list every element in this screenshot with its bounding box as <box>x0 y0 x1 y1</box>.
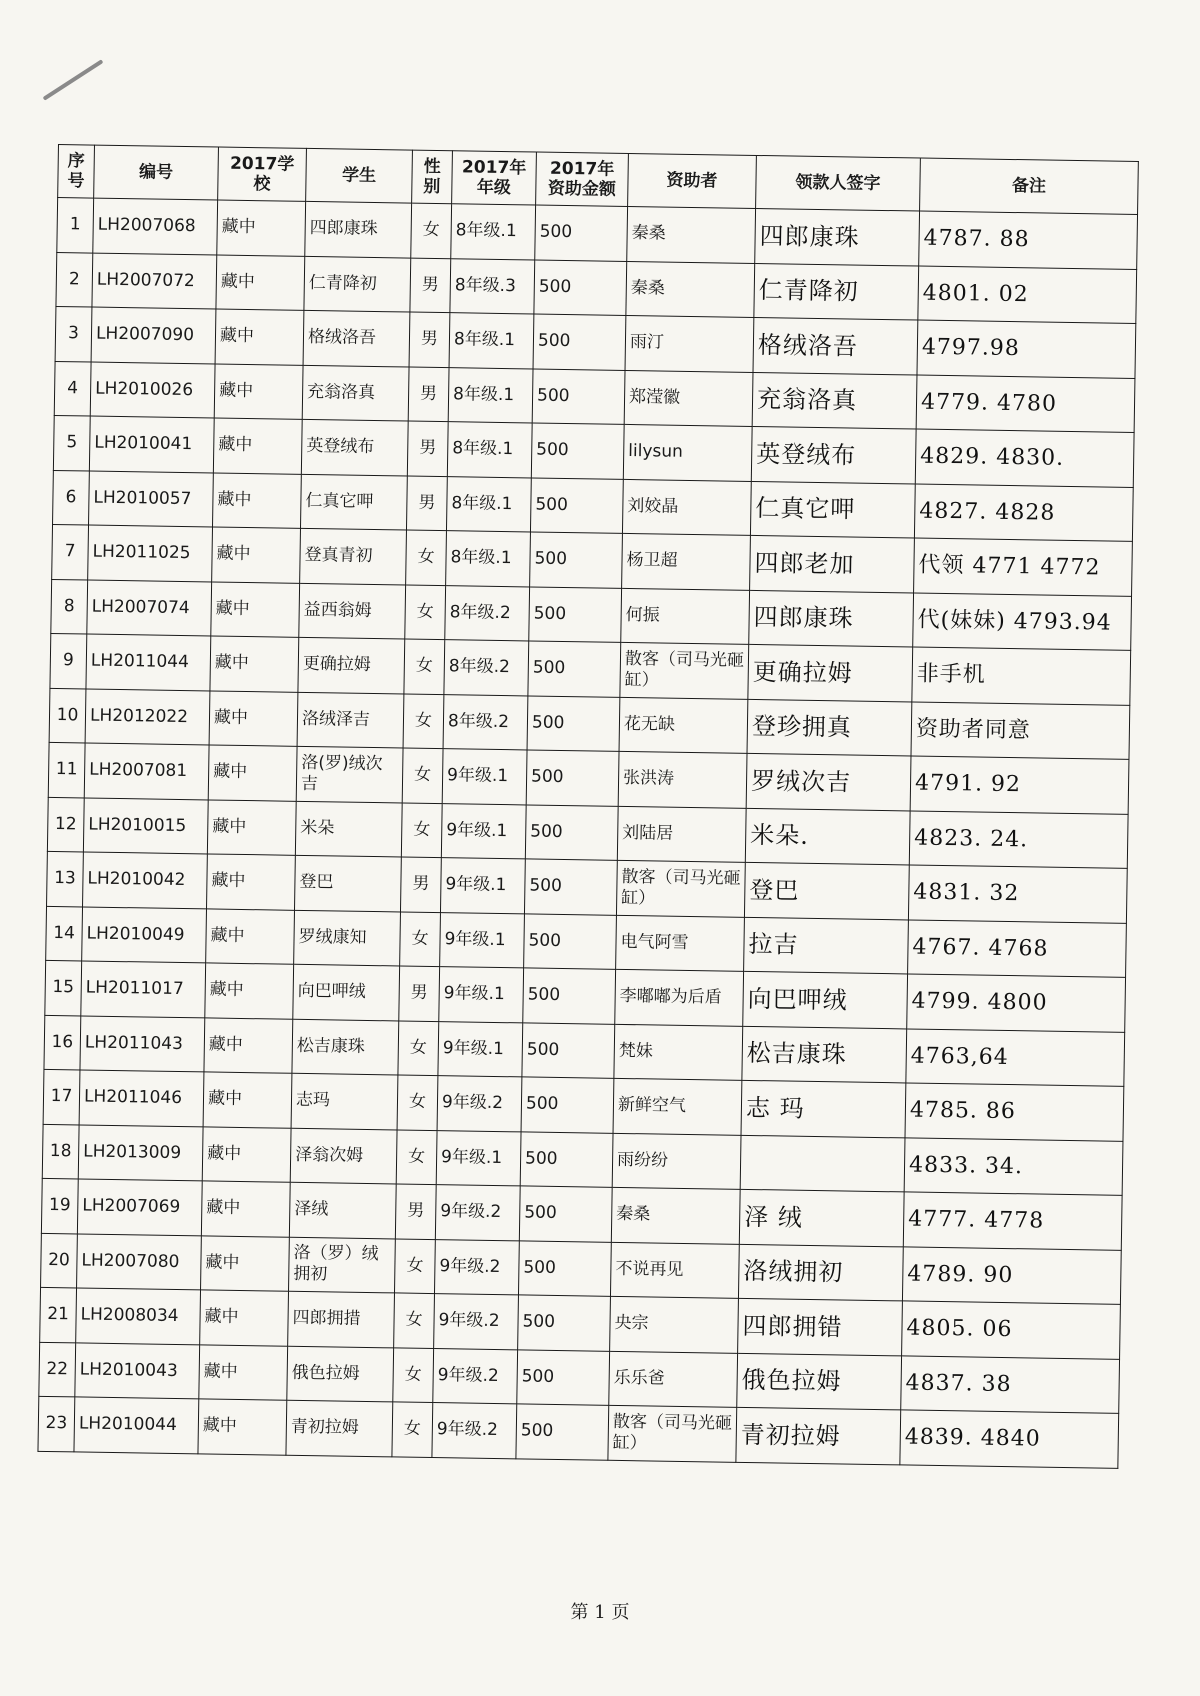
cell-grade: 9年级.1 <box>441 803 526 859</box>
cell-gender: 女 <box>400 911 441 966</box>
cell-signature: 向巴呷绒 <box>743 971 908 1028</box>
cell-amount: 500 <box>524 859 617 915</box>
cell-school: 藏中 <box>207 854 296 910</box>
cell-grade: 9年级.1 <box>440 912 525 968</box>
header-gender: 性 别 <box>412 150 453 204</box>
cell-id: LH2011044 <box>86 634 211 690</box>
cell-signature: 四郎拥错 <box>738 1298 903 1355</box>
cell-signature: 罗绒次吉 <box>746 753 911 810</box>
cell-note: 非手机 <box>912 647 1131 705</box>
cell-note: 代领 4771 4772 <box>914 538 1133 596</box>
cell-sponsor: 散客（司马光砸缸） <box>620 642 749 699</box>
cell-amount: 500 <box>522 1022 615 1078</box>
cell-sponsor: 郑滢徽 <box>624 370 753 427</box>
cell-note: 4831. 32 <box>908 865 1127 923</box>
cell-school: 藏中 <box>211 581 300 637</box>
cell-no: 14 <box>46 906 83 961</box>
cell-amount: 500 <box>516 1404 609 1460</box>
cell-id: LH2010057 <box>89 471 214 527</box>
cell-signature: 英登绒布 <box>751 426 916 483</box>
cell-note: 资助者同意 <box>911 701 1130 759</box>
cell-note: 4799. 4800 <box>907 974 1126 1032</box>
header-no: 序 号 <box>58 145 95 199</box>
cell-note: 4777. 4778 <box>903 1192 1122 1250</box>
cell-grade: 9年级.2 <box>434 1239 519 1295</box>
cell-amount: 500 <box>532 368 625 424</box>
cell-note: 4767. 4768 <box>908 919 1127 977</box>
cell-student: 洛(罗)绒次吉 <box>296 746 403 802</box>
cell-sponsor: 电气阿雪 <box>616 915 745 972</box>
document-sheet <box>37 144 1138 1468</box>
cell-student: 仁真它呷 <box>300 474 407 530</box>
cell-sponsor: 雨汀 <box>625 315 754 372</box>
cell-sponsor: 何振 <box>621 588 750 645</box>
header-student: 学生 <box>306 148 413 203</box>
cell-id: LH2013009 <box>78 1124 203 1180</box>
cell-note: 4801. 02 <box>918 266 1137 324</box>
cell-gender: 女 <box>392 1402 433 1457</box>
cell-amount: 500 <box>523 968 616 1024</box>
cell-signature: 登巴 <box>744 862 909 919</box>
cell-sponsor: 秦桑 <box>626 261 755 318</box>
cell-no: 9 <box>50 633 87 688</box>
header-sponsor: 资助者 <box>628 153 757 208</box>
cell-school: 藏中 <box>217 200 306 256</box>
cell-signature: 拉吉 <box>744 917 909 974</box>
cell-signature: 充翁洛真 <box>752 372 917 429</box>
cell-school: 藏中 <box>208 745 297 801</box>
cell-note: 4763,64 <box>906 1028 1125 1086</box>
cell-note: 4839. 4840 <box>900 1410 1119 1468</box>
cell-id: LH2012022 <box>85 689 210 745</box>
cell-grade: 8年级.1 <box>447 422 532 478</box>
cell-id: LH2010043 <box>75 1342 200 1398</box>
cell-school: 藏中 <box>202 1126 291 1182</box>
cell-gender: 男 <box>407 421 448 476</box>
cell-amount: 500 <box>518 1295 611 1351</box>
cell-amount: 500 <box>520 1131 613 1187</box>
cell-school: 藏中 <box>213 472 302 528</box>
cell-amount: 500 <box>525 804 618 860</box>
cell-sponsor: 花无缺 <box>619 697 748 754</box>
cell-id: LH2011043 <box>80 1015 205 1071</box>
cell-sponsor: 杨卫超 <box>622 533 751 590</box>
cell-sponsor: 秦桑 <box>611 1187 740 1244</box>
cell-grade: 8年级.2 <box>444 640 529 696</box>
cell-signature: 洛绒拥初 <box>738 1244 903 1301</box>
cell-student: 志玛 <box>291 1073 398 1129</box>
page-number: 第 1 页 <box>570 1602 630 1623</box>
cell-no: 6 <box>53 470 90 525</box>
cell-note: 代(妹妹) 4793.94 <box>913 592 1132 650</box>
cell-student: 格绒洛吾 <box>303 310 410 366</box>
cell-gender: 女 <box>403 694 444 749</box>
cell-school: 藏中 <box>199 1344 288 1400</box>
cell-student: 米朵 <box>295 801 402 857</box>
cell-student: 充翁洛真 <box>302 365 409 421</box>
cell-id: LH2007069 <box>77 1179 202 1235</box>
cell-no: 3 <box>55 306 92 361</box>
cell-id: LH2007081 <box>84 743 209 799</box>
cell-grade: 9年级.1 <box>436 1130 521 1186</box>
cell-signature: 四郎康珠 <box>749 590 914 647</box>
cell-gender: 男 <box>399 966 440 1021</box>
cell-id: LH2010042 <box>83 852 208 908</box>
cell-signature: 登珍拥真 <box>747 699 912 756</box>
cell-grade: 9年级.2 <box>433 1348 518 1404</box>
cell-student: 青初拉姆 <box>286 1400 393 1456</box>
cell-student: 松吉康珠 <box>292 1019 399 1075</box>
cell-no: 15 <box>45 960 82 1015</box>
cell-signature: 志 玛 <box>741 1080 906 1137</box>
cell-school: 藏中 <box>200 1290 289 1346</box>
cell-sponsor: 散客（司马光砸缸） <box>608 1405 737 1462</box>
cell-gender: 男 <box>409 312 450 367</box>
cell-no: 18 <box>42 1124 79 1179</box>
cell-signature <box>740 1135 905 1192</box>
cell-gender: 女 <box>411 203 452 258</box>
cell-gender: 女 <box>396 1129 437 1184</box>
cell-no: 20 <box>41 1233 78 1288</box>
cell-student: 洛绒泽吉 <box>297 692 404 748</box>
cell-gender: 男 <box>395 1184 436 1239</box>
cell-grade: 8年级.1 <box>449 313 534 369</box>
cell-sponsor: 乐乐爸 <box>609 1351 738 1408</box>
cell-id: LH2010049 <box>82 906 207 962</box>
cell-id: LH2007080 <box>77 1233 202 1289</box>
cell-gender: 女 <box>406 530 447 585</box>
cell-signature: 四郎老加 <box>750 535 915 592</box>
cell-grade: 9年级.2 <box>432 1403 517 1459</box>
cell-amount: 500 <box>534 260 627 316</box>
cell-id: LH2007068 <box>93 198 218 254</box>
cell-note: 4829. 4830. <box>915 429 1134 487</box>
header-note: 备注 <box>920 158 1139 214</box>
cell-gender: 女 <box>402 748 443 803</box>
cell-student: 仁青降初 <box>304 256 411 312</box>
cell-gender: 女 <box>405 585 446 640</box>
cell-sponsor: 散客（司马光砸缸） <box>616 860 745 917</box>
cell-grade: 9年级.2 <box>434 1294 519 1350</box>
cell-note: 4823. 24. <box>909 810 1128 868</box>
cell-school: 藏中 <box>215 309 304 365</box>
cell-amount: 500 <box>524 913 617 969</box>
cell-sponsor: 秦桑 <box>627 206 756 263</box>
cell-amount: 500 <box>535 205 628 261</box>
header-grade: 2017年 年级 <box>452 151 537 205</box>
cell-student: 俄色拉姆 <box>287 1346 394 1402</box>
cell-grade: 9年级.1 <box>438 1021 523 1077</box>
cell-signature: 格绒洛吾 <box>753 317 918 374</box>
cell-student: 登巴 <box>295 855 402 911</box>
cell-amount: 500 <box>530 477 623 533</box>
cell-student: 洛（罗）绒拥初 <box>289 1237 396 1293</box>
cell-sponsor: 张洪涛 <box>618 751 747 808</box>
cell-student: 四郎拥措 <box>288 1291 395 1347</box>
cell-amount: 500 <box>519 1186 612 1242</box>
cell-id: LH2007090 <box>91 307 216 363</box>
cell-sponsor: 梵妹 <box>614 1024 743 1081</box>
cell-amount: 500 <box>529 586 622 642</box>
cell-school: 藏中 <box>207 799 296 855</box>
cell-signature: 青初拉姆 <box>736 1407 901 1464</box>
cell-amount: 500 <box>517 1349 610 1405</box>
cell-signature: 仁真它呷 <box>750 481 915 538</box>
cell-grade: 8年级.2 <box>443 694 528 750</box>
cell-no: 10 <box>49 688 86 743</box>
cell-student: 登真青初 <box>300 528 407 584</box>
cell-no: 16 <box>44 1015 81 1070</box>
cell-no: 8 <box>51 579 88 634</box>
header-school: 2017学校 <box>218 147 307 201</box>
table-body <box>38 198 1138 1468</box>
cell-note: 4837. 38 <box>901 1355 1120 1413</box>
cell-school: 藏中 <box>203 1072 292 1128</box>
cell-id: LH2011046 <box>79 1070 204 1126</box>
cell-amount: 500 <box>526 750 619 806</box>
cell-gender: 男 <box>410 258 451 313</box>
cell-note: 4827. 4828 <box>914 484 1133 542</box>
cell-student: 泽绒 <box>289 1182 396 1238</box>
cell-no: 11 <box>48 742 85 797</box>
cell-gender: 女 <box>394 1293 435 1348</box>
cell-school: 藏中 <box>201 1235 290 1291</box>
cell-no: 7 <box>52 524 89 579</box>
cell-id: LH2010041 <box>89 416 214 472</box>
cell-id: LH2011025 <box>88 525 213 581</box>
cell-gender: 女 <box>393 1347 434 1402</box>
cell-student: 罗绒康知 <box>294 910 401 966</box>
cell-no: 19 <box>41 1178 78 1233</box>
cell-gender: 男 <box>406 476 447 531</box>
cell-no: 5 <box>53 415 90 470</box>
cell-note: 4805. 06 <box>902 1301 1121 1359</box>
cell-note: 4787. 88 <box>919 211 1138 269</box>
cell-amount: 500 <box>533 314 626 370</box>
cell-student: 更确拉姆 <box>298 637 405 693</box>
cell-no: 13 <box>47 851 84 906</box>
staple-mark <box>43 59 104 100</box>
cell-sponsor: 刘陆居 <box>617 806 746 863</box>
cell-student: 四郎康珠 <box>305 201 412 257</box>
cell-school: 藏中 <box>204 1017 293 1073</box>
cell-sponsor: 李嘟嘟为后盾 <box>615 969 744 1026</box>
cell-gender: 男 <box>400 857 441 912</box>
cell-grade: 8年级.1 <box>451 204 536 260</box>
cell-signature: 仁青降初 <box>754 263 919 320</box>
cell-note: 4797.98 <box>917 320 1136 378</box>
cell-amount: 500 <box>521 1077 614 1133</box>
cell-signature: 松吉康珠 <box>742 1026 907 1083</box>
cell-amount: 500 <box>530 532 623 588</box>
cell-sponsor: 央宗 <box>610 1296 739 1353</box>
cell-no: 23 <box>38 1396 75 1451</box>
cell-grade: 8年级.3 <box>450 258 535 314</box>
cell-grade: 9年级.2 <box>435 1185 520 1241</box>
cell-sponsor: lilysun <box>623 424 752 481</box>
cell-school: 藏中 <box>201 1181 290 1237</box>
cell-school: 藏中 <box>206 908 295 964</box>
cell-signature: 泽 绒 <box>739 1189 904 1246</box>
cell-grade: 9年级.2 <box>437 1076 522 1132</box>
cell-amount: 500 <box>531 423 624 479</box>
cell-no: 1 <box>57 198 94 253</box>
cell-signature: 米朵. <box>745 808 910 865</box>
cell-student: 英登绒布 <box>301 419 408 475</box>
header-amount: 2017年 资助金额 <box>536 152 629 206</box>
cell-id: LH2010015 <box>83 797 208 853</box>
cell-student: 向巴呷绒 <box>293 964 400 1020</box>
sponsorship-table <box>37 144 1138 1468</box>
cell-note: 4833. 34. <box>904 1137 1123 1195</box>
cell-no: 4 <box>54 361 91 416</box>
cell-grade: 9年级.1 <box>440 858 525 914</box>
cell-grade: 8年级.1 <box>446 476 531 532</box>
cell-signature: 更确拉姆 <box>748 644 913 701</box>
cell-sponsor: 新鲜空气 <box>613 1078 742 1135</box>
cell-school: 藏中 <box>216 255 305 311</box>
cell-sponsor: 不说再见 <box>610 1242 739 1299</box>
cell-student: 益西翁姆 <box>299 583 406 639</box>
cell-note: 4789. 90 <box>902 1246 1121 1304</box>
cell-note: 4791. 92 <box>910 756 1129 814</box>
cell-id: LH2007074 <box>87 580 212 636</box>
cell-gender: 女 <box>398 1020 439 1075</box>
cell-no: 17 <box>43 1069 80 1124</box>
cell-signature: 俄色拉姆 <box>737 1353 902 1410</box>
cell-no: 21 <box>40 1287 77 1342</box>
cell-note: 4779. 4780 <box>916 375 1135 433</box>
cell-gender: 女 <box>401 802 442 857</box>
cell-school: 藏中 <box>209 690 298 746</box>
cell-student: 泽翁次姆 <box>290 1128 397 1184</box>
cell-school: 藏中 <box>214 363 303 419</box>
header-signature: 领款人签字 <box>756 155 921 211</box>
header-id: 编号 <box>94 145 219 200</box>
cell-no: 12 <box>47 797 84 852</box>
cell-signature: 四郎康珠 <box>755 208 920 265</box>
cell-school: 藏中 <box>198 1399 287 1455</box>
cell-gender: 男 <box>408 367 449 422</box>
cell-gender: 女 <box>394 1238 435 1293</box>
cell-amount: 500 <box>527 695 620 751</box>
cell-no: 22 <box>39 1342 76 1397</box>
cell-sponsor: 雨纷纷 <box>612 1133 741 1190</box>
cell-amount: 500 <box>528 641 621 697</box>
cell-school: 藏中 <box>212 527 301 583</box>
cell-amount: 500 <box>518 1240 611 1296</box>
cell-grade: 8年级.1 <box>446 531 531 587</box>
cell-sponsor: 刘姣晶 <box>622 479 751 536</box>
cell-id: LH2007072 <box>92 253 217 309</box>
cell-gender: 女 <box>404 639 445 694</box>
cell-id: LH2010026 <box>90 362 215 418</box>
cell-note: 4785. 86 <box>905 1083 1124 1141</box>
cell-grade: 8年级.1 <box>448 367 533 423</box>
cell-school: 藏中 <box>213 418 302 474</box>
cell-id: LH2008034 <box>76 1288 201 1344</box>
cell-gender: 女 <box>397 1075 438 1130</box>
cell-grade: 8年级.2 <box>445 585 530 641</box>
cell-no: 2 <box>56 252 93 307</box>
cell-grade: 9年级.1 <box>442 749 527 805</box>
cell-id: LH2010044 <box>74 1397 199 1453</box>
cell-school: 藏中 <box>205 963 294 1019</box>
cell-grade: 9年级.1 <box>439 967 524 1023</box>
cell-school: 藏中 <box>210 636 299 692</box>
cell-id: LH2011017 <box>81 961 206 1017</box>
